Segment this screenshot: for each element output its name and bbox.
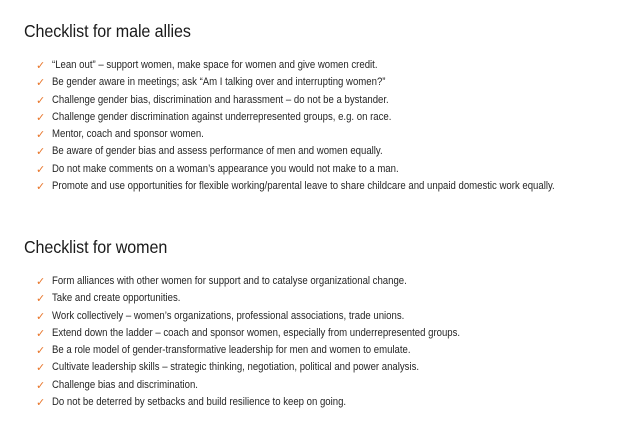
checkmark-icon: ✓ — [36, 110, 46, 124]
checklist-item-text: Do not make comments on a woman’s appearance you would not make to a man. — [52, 162, 399, 175]
checklist-item — [24, 377, 616, 394]
checklist-item-text: Extend down the ladder – coach and sponsor women, especially from underrepresented groups. — [52, 326, 461, 339]
checklist-item-text: Promote and use opportunities for flexible working/parental leave to share childcare and unpaid domestic work equally. — [52, 180, 555, 193]
checklist-item-text: Work collectively – women’s organizations, professional associations, trade unions. — [52, 309, 405, 322]
male-allies-checklist — [24, 57, 616, 195]
checkmark-icon: ✓ — [36, 378, 46, 392]
checklist-item-text: Mentor, coach and sponsor women. — [52, 128, 204, 141]
women-heading: Checklist for women — [24, 237, 168, 257]
women-section — [24, 236, 616, 411]
checklist-item-text: Challenge bias and discrimination. — [52, 378, 198, 391]
checkmark-icon: ✓ — [36, 162, 46, 176]
checkmark-icon: ✓ — [36, 292, 46, 306]
checklist-item-text: Be a role model of gender-transformative leadership for men and women to emulate. — [52, 344, 411, 357]
checklist-item — [24, 109, 616, 126]
checklist-item — [24, 290, 616, 307]
checkmark-icon: ✓ — [36, 128, 46, 142]
checkmark-icon: ✓ — [36, 309, 46, 323]
checklist-item — [24, 273, 616, 290]
checkmark-icon: ✓ — [36, 76, 46, 90]
checklist-item — [24, 92, 616, 109]
checklist-item — [24, 57, 616, 74]
checklist-item-text: Be gender aware in meetings; ask “Am I talking over and interrupting women?” — [52, 76, 386, 89]
checkmark-icon: ✓ — [36, 145, 46, 159]
checklist-item-text: Form alliances with other women for support and to catalyse organizational change. — [52, 275, 407, 287]
male-allies-section — [24, 20, 616, 195]
checklist-item — [24, 161, 616, 178]
checkmark-icon: ✓ — [36, 396, 46, 410]
checklist-item — [24, 308, 616, 325]
checkmark-icon: ✓ — [36, 93, 46, 107]
checklist-item — [24, 394, 616, 411]
checklist-item-text: Do not be deterred by setbacks and build resilience to keep on going. — [52, 396, 347, 409]
checklist-item-text: Be aware of gender bias and assess performance of men and women equally. — [52, 145, 383, 158]
checkmark-icon: ✓ — [36, 59, 46, 72]
checkmark-icon: ✓ — [36, 326, 46, 340]
checklist-item — [24, 126, 616, 143]
male-allies-heading: Checklist for male allies — [24, 21, 191, 41]
checklist-item-text: Take and create opportunities. — [52, 292, 181, 305]
checklist-item — [24, 325, 616, 342]
checklist-item-text: Challenge gender bias, discrimination and harassment – do not be a bystander. — [52, 93, 389, 106]
checklist-item — [24, 342, 616, 359]
checkmark-icon: ✓ — [36, 180, 46, 194]
checkmark-icon: ✓ — [36, 361, 46, 375]
women-checklist — [24, 273, 616, 411]
checkmark-icon: ✓ — [36, 275, 46, 288]
checklist-item-text: Cultivate leadership skills – strategic thinking, negotiation, political and power analysis. — [52, 361, 420, 374]
checkmark-icon: ✓ — [36, 344, 46, 358]
checklist-item — [24, 74, 616, 91]
checklist-item — [24, 143, 616, 160]
checklist-item — [24, 178, 616, 195]
checklist-item — [24, 359, 616, 376]
checklist-item-text: “Lean out” – support women, make space for women and give women credit. — [52, 59, 378, 71]
checklist-item-text: Challenge gender discrimination against underrepresented groups, e.g. on race. — [52, 110, 392, 123]
